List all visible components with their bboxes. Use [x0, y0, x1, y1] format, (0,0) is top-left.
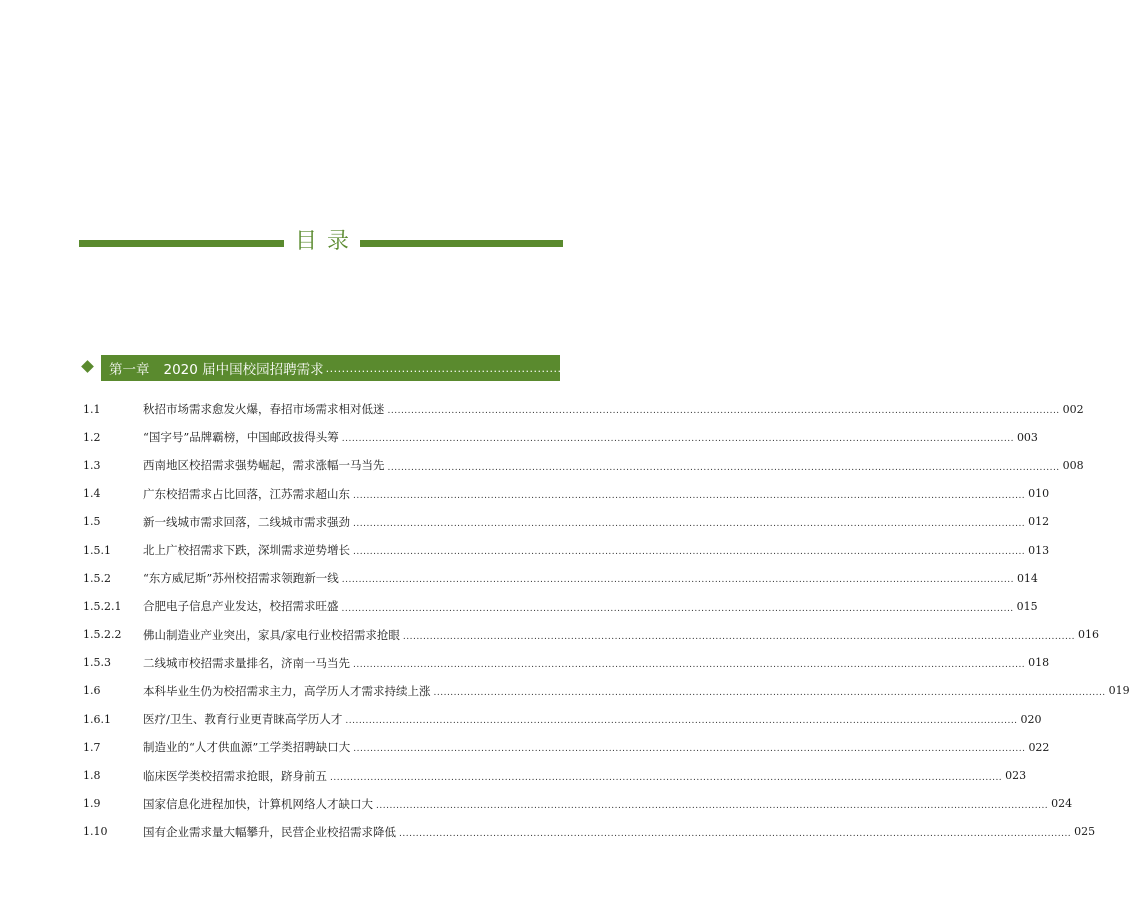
toc-entry-number: 1.8 — [83, 769, 101, 783]
toc-entry-title: 北上广校招需求下跌，深圳需求逆势增长 — [143, 543, 350, 558]
dot-leader: ........................................................................................................................................................................................................ — [387, 462, 1060, 473]
toc-entry-title: 医疗/卫生、教育行业更青睐高学历人才 — [143, 712, 343, 727]
toc-entry[interactable] — [83, 621, 1100, 649]
toc-entry-title: 秋招市场需求愈发火爆，春招市场需求相对低迷 — [143, 402, 385, 417]
toc-entry[interactable] — [83, 423, 1038, 451]
dot-leader: ........................................................................................................................................................................................................ — [402, 631, 1076, 642]
toc-entry-page-number: 013 — [1028, 543, 1050, 557]
dot-leader: ........................................................................................................................................................................................................ — [353, 659, 1026, 670]
toc-entry-title: 国家信息化进程加快，计算机网络人才缺口大 — [143, 796, 373, 811]
toc-list — [83, 395, 1130, 846]
toc-entry[interactable] — [83, 790, 1073, 818]
toc-entry-number: 1.3 — [83, 458, 101, 472]
dot-leader: ........................................................................................................................................................................................................ — [345, 716, 1018, 727]
toc-entry-number: 1.5.2.1 — [83, 599, 122, 613]
toc-entry-page-number: 014 — [1016, 571, 1038, 585]
toc-entry-page-number: 015 — [1016, 599, 1038, 613]
toc-entry[interactable] — [83, 818, 1096, 846]
toc-entry[interactable] — [83, 451, 1084, 479]
dot-leader: ........................................................................................................................................................................................................ — [341, 575, 1014, 586]
toc-entry-page-number: 002 — [1062, 402, 1084, 416]
toc-entry-page-number: 023 — [1005, 769, 1027, 783]
toc-entry[interactable] — [83, 508, 1050, 536]
dot-leader: ........................................................................................................................................................................................................ — [341, 434, 1014, 445]
toc-entry[interactable] — [83, 536, 1050, 564]
toc-entry-number: 1.6.1 — [83, 712, 111, 726]
toc-entry-title: 国有企业需求量大幅攀升，民营企业校招需求降低 — [143, 824, 396, 839]
toc-entry-title: 制造业的“人才供血源”工学类招聘缺口大 — [143, 740, 351, 755]
page-title: 目录 — [294, 229, 359, 254]
toc-entry-number: 1.4 — [83, 487, 101, 501]
toc-entry[interactable] — [83, 705, 1042, 733]
dot-leader: ........................................................................................................................................................................................................ — [353, 518, 1026, 529]
chapter-title: 2020 届中国校园招聘需求 — [163, 362, 324, 378]
dot-leader: ........................................................................................................................................................................................................ — [399, 829, 1072, 839]
dot-leader: ........................................................................................................................................................................................................ — [330, 772, 1003, 783]
toc-entry-number: 1.6 — [83, 684, 101, 698]
toc-entry-title: 新一线城市需求回落，二线城市需求强劲 — [143, 514, 350, 529]
toc-entry-title: “东方威尼斯”苏州校招需求领跑新一线 — [143, 571, 339, 586]
toc-entry[interactable] — [83, 733, 1050, 761]
toc-entry-page-number: 025 — [1074, 825, 1096, 839]
heading-bar-left — [79, 240, 284, 247]
toc-entry-number: 1.5.3 — [83, 656, 111, 670]
dot-leader: ........................................................................................................................................................................................................ — [353, 744, 1026, 755]
toc-entry-number: 1.9 — [83, 797, 101, 811]
toc-entry-title: 临床医学类校招需求抢眼，跻身前五 — [143, 768, 327, 783]
toc-entry-number: 1.1 — [83, 402, 101, 416]
dot-leader: ........................................................................................................................................................................................................ — [353, 490, 1026, 501]
toc-entry[interactable] — [83, 564, 1038, 592]
toc-entry-page-number: 016 — [1078, 628, 1100, 642]
toc-entry-page-number: 010 — [1028, 487, 1050, 501]
chapter-page-number: 001 — [807, 360, 834, 376]
toc-entry-page-number: 012 — [1028, 515, 1050, 529]
dot-leader: ........................................................................................................................ — [325, 362, 806, 375]
toc-entry-title: 广东校招需求占比回落，江苏需求超山东 — [143, 486, 350, 501]
chapter-entry[interactable] — [80, 355, 834, 381]
toc-entry-number: 1.10 — [83, 825, 108, 839]
toc-entry-title: 合肥电子信息产业发达，校招需求旺盛 — [143, 599, 339, 614]
diamond-bullet-icon — [81, 360, 94, 373]
toc-entry-page-number: 022 — [1028, 740, 1050, 754]
toc-entry-number: 1.5.1 — [83, 543, 111, 557]
toc-entry-title: 二线城市校招需求量排名，济南一马当先 — [143, 655, 350, 670]
toc-entry-title: 本科毕业生仍为校招需求主力，高学历人才需求持续上涨 — [143, 683, 431, 698]
heading-bar-right — [360, 240, 563, 247]
dot-leader: ........................................................................................................................................................................................................ — [341, 603, 1014, 614]
toc-entry-page-number: 003 — [1016, 430, 1038, 444]
dot-leader: ........................................................................................................................................................................................................ — [387, 406, 1060, 417]
toc-entry-title: 西南地区校招需求强势崛起，需求涨幅一马当先 — [143, 458, 385, 473]
toc-entry-page-number: 008 — [1062, 458, 1084, 472]
toc-entry-page-number: 019 — [1108, 684, 1130, 698]
toc-entry-title: “国字号”品牌霸榜，中国邮政拔得头筹 — [143, 430, 339, 445]
toc-entry-number: 1.5 — [83, 515, 101, 529]
toc-heading-row — [79, 229, 563, 255]
toc-entry-page-number: 020 — [1020, 712, 1042, 726]
chapter-label: 第一章 — [109, 362, 150, 378]
toc-entry-number: 1.5.2.2 — [83, 628, 122, 642]
toc-entry-page-number: 018 — [1028, 656, 1050, 670]
chapter-banner — [101, 355, 834, 381]
toc-entry-title: 佛山制造业产业突出，家具/家电行业校招需求抢眼 — [143, 627, 400, 642]
toc-entry[interactable] — [83, 649, 1050, 677]
toc-entry-number: 1.5.2 — [83, 571, 111, 585]
toc-entry-number: 1.2 — [83, 430, 101, 444]
toc-entry[interactable] — [83, 592, 1038, 620]
dot-leader: ........................................................................................................................................................................................................ — [433, 688, 1106, 699]
toc-entry[interactable] — [83, 677, 1130, 705]
toc-entry[interactable] — [83, 480, 1050, 508]
toc-entry[interactable] — [83, 761, 1027, 789]
toc-entry-page-number: 024 — [1051, 797, 1073, 811]
toc-entry-number: 1.7 — [83, 740, 101, 754]
dot-leader: ........................................................................................................................................................................................................ — [376, 800, 1049, 811]
dot-leader: ........................................................................................................................................................................................................ — [353, 547, 1026, 558]
toc-entry[interactable] — [83, 395, 1084, 423]
